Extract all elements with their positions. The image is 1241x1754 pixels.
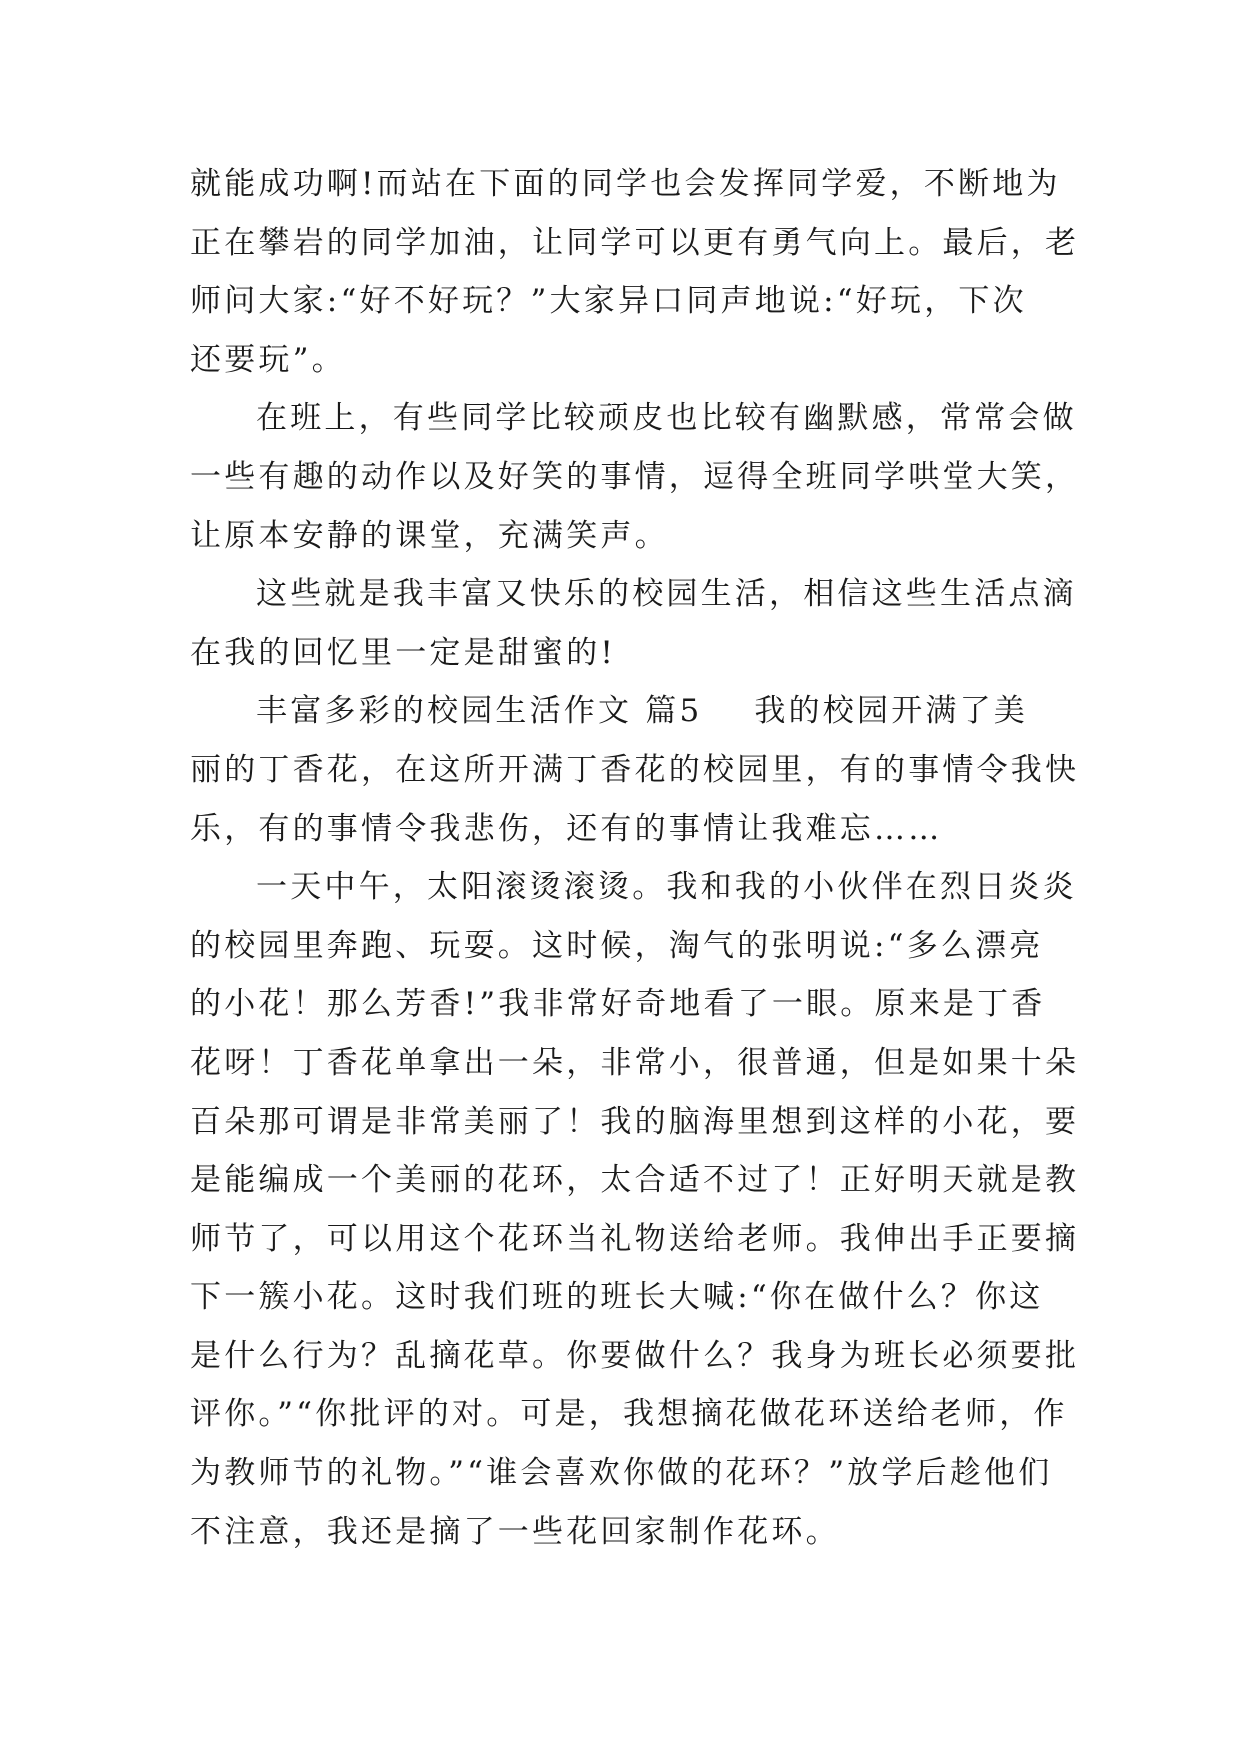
- text-line: 一些有趣的动作以及好笑的事情，逗得全班同学哄堂大笑，: [190, 458, 1080, 495]
- text-line: 让原本安静的课堂，充满笑声。: [190, 517, 669, 554]
- text-line: 师问大家:“好不好玩？”大家异口同声地说:“好玩，下次: [190, 283, 1027, 320]
- text-line: 丽的丁香花，在这所开满丁香花的校园里，有的事情令我快: [190, 751, 1080, 788]
- text-line: 师节了，可以用这个花环当礼物送给老师。我伸出手正要摘: [190, 1220, 1080, 1257]
- text-line: 的校园里奔跑、玩耍。这时候，淘气的张明说:“多么漂亮: [190, 927, 1044, 964]
- paragraph-start-line: 在班上，有些同学比较顽皮也比较有幽默感，常常会做: [256, 400, 1077, 437]
- text-line: 下一簇小花。这时我们班的班长大喊:“你在做什么？你这: [190, 1279, 1044, 1316]
- paragraph-start-line: 一天中午，太阳滚烫滚烫。我和我的小伙伴在烈日炎炎: [256, 869, 1077, 906]
- section-first-sentence: 我的校园开满了美: [754, 693, 1028, 730]
- text-line: 还要玩”。: [190, 341, 346, 378]
- section-heading: 丰富多彩的校园生活作文 篇5: [256, 693, 703, 730]
- text-line: 乐，有的事情令我悲伤，还有的事情让我难忘……: [190, 810, 943, 847]
- text-line: 是什么行为？乱摘花草。你要做什么？我身为班长必须要批: [190, 1337, 1080, 1374]
- text-line: 在我的回忆里一定是甜蜜的!: [190, 634, 617, 671]
- text-line: 不注意，我还是摘了一些花回家制作花环。: [190, 1513, 840, 1550]
- text-line: 花呀！丁香花单拿出一朵，非常小，很普通，但是如果十朵: [190, 1044, 1080, 1081]
- essay-body: [190, 155, 1080, 1561]
- text-line: 评你。”“你批评的对。可是，我想摘花做花环送给老师，作: [190, 1396, 1068, 1433]
- paragraph-start-line: 这些就是我丰富又快乐的校园生活，相信这些生活点滴: [256, 576, 1077, 613]
- text-line: 正在攀岩的同学加油，让同学可以更有勇气向上。最后，老: [190, 224, 1080, 261]
- text-line: 是能编成一个美丽的花环，太合适不过了！正好明天就是教: [190, 1162, 1080, 1199]
- text-line: 的小花！那么芳香!”我非常好奇地看了一眼。原来是丁香: [190, 986, 1046, 1023]
- text-line: 为教师节的礼物。”“谁会喜欢你做的花环？”放学后趁他们: [190, 1455, 1053, 1492]
- text-line: 百朵那可谓是非常美丽了！我的脑海里想到这样的小花，要: [190, 1103, 1080, 1140]
- section-heading-line: [190, 682, 1050, 741]
- text-line: 就能成功啊!而站在下面的同学也会发挥同学爱，不断地为: [190, 166, 1061, 202]
